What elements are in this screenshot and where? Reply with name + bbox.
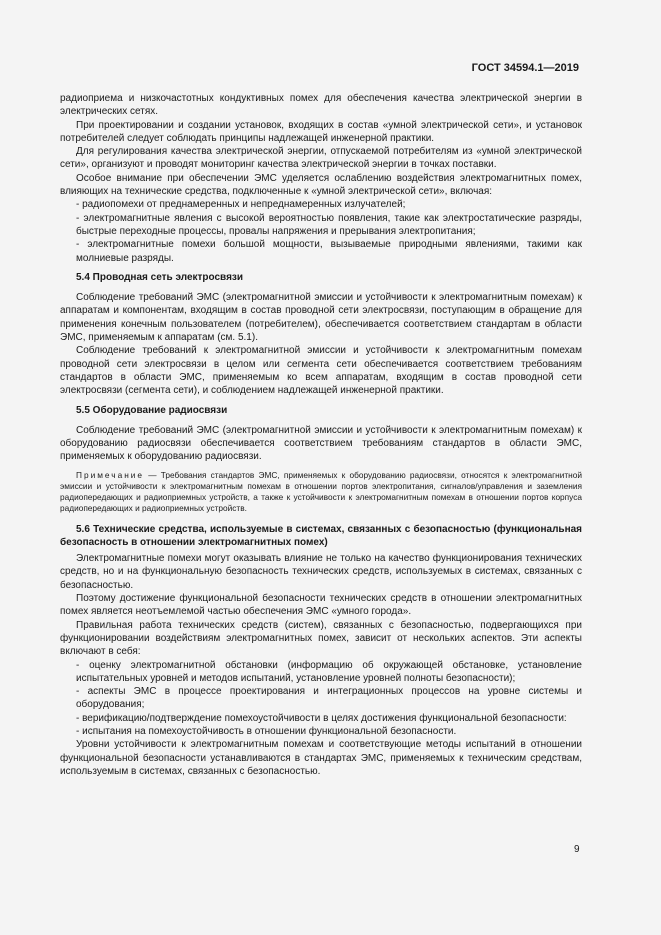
list-item: - аспекты ЭМС в процессе проектирования и интеграционных процессов на уровне системы и оборудования; bbox=[76, 686, 582, 711]
paragraph: Для регулирования качества электрической энергии, отпускаемой потребителям из «умной электрической сети», организуют и проводят мониторинг качества электрической энергии в точках поставки. bbox=[60, 146, 582, 171]
note-label: Примечание bbox=[76, 469, 145, 480]
section-heading: 5.5 Оборудование радиосвязи bbox=[76, 404, 228, 416]
paragraph: Особое внимание при обеспечении ЭМС уделяется ослаблению воздействия электромагнитных помех, влияющих на технические средства, подключенные к «умной электрической сети», включая: bbox=[60, 172, 582, 198]
list-item: - испытания на помехоустойчивость в отношении функциональной безопасности. bbox=[76, 725, 457, 737]
section-heading: 5.4 Проводная сеть электросвязи bbox=[76, 271, 244, 283]
paragraph: Поэтому достижение функциональной безопасности технических средств в отношении электромагнитных помех является неотъемлемой частью обеспечения ЭМС «умного города». bbox=[60, 593, 582, 618]
paragraph: Соблюдение требований к электромагнитной эмиссии и устойчивости к электромагнитным помехам проводной сети электросвязи в целом или сегмента сети обеспечивается соответствием требованиям стандартов в области ЭМС, применяемым ко всем аппаратам, входящим в состав проводной сети электросвязи (сегмента сети), и соблюдением надлежащей инженерной практики. bbox=[60, 345, 582, 397]
list-item: - оценку электромагнитной обстановки (информацию об окружающей обстановке, установление испытательных уровней и методов испытаний, установление уровней полноты безопасности); bbox=[76, 659, 582, 684]
paragraph: Соблюдение требований ЭМС (электромагнитной эмиссии и устойчивости к электромагнитным помехам) к оборудованию радиосвязи обеспечивается соответствием требованиям стандартов в области ЭМС, применяемых к оборудованию радиосвязи. bbox=[60, 424, 582, 463]
section-heading: 5.6 Технические средства, используемые в системах, связанных с безопасностью (функциональная безопасность в отношении электромагнитных помех) bbox=[60, 523, 582, 548]
list-item: - верификацию/подтверждение помехоустойчивости в целях достижения функциональной безопасности: bbox=[76, 712, 567, 724]
note-text: — Требования стандартов ЭМС, применяемых к оборудованию радиосвязи, относятся к электромагнитной эмиссии и устойчивости к электромагнитным помехам в отношении портов электропитания, сигналов/управления и заземления радиопередающих и радиоприемных устройств, а также к устойчивости к электромагнитным помехам в отношении портов корпуса радиопередающих и радиоприемных устройств. bbox=[60, 469, 582, 514]
paragraph: При проектировании и создании установок, входящих в состав «умной электрической сети», и установок потребителей следует соблюдать принципы надлежащей инженерной практики. bbox=[60, 119, 582, 144]
paragraph: Соблюдение требований ЭМС (электромагнитной эмиссии и устойчивости к электромагнитным помехам) к аппаратам и компонентам, входящим в состав проводной сети электросвязи, поступающим в обращение для применения конечным пользователем (потребителем), обеспечивается соответствием стандартам в области ЭМС, применяемым к аппаратам (см. 5.1). bbox=[60, 292, 582, 344]
paragraph: Правильная работа технических средств (систем), связанных с безопасностью, подвергающихся при функционировании воздействиям электромагнитных помех, зависит от нескольких аспектов. Эти аспекты включают в себя: bbox=[60, 619, 582, 658]
paragraph: Уровни устойчивости к электромагнитным помехам и соответствующие методы испытаний в отношении функциональной безопасности устанавливаются в стандартах ЭМС, применяемых к техническим средствам, используемым в системах, связанных с безопасностью. bbox=[60, 739, 582, 777]
list-item: - электромагнитные явления с высокой вероятностью появления, такие как электростатические разряды, быстрые переходные процессы, провалы напряжения и прерывания электропитания; bbox=[76, 212, 582, 237]
list-item: - электромагнитные помехи большой мощности, вызываемые природными явлениями, такими как молниевые разряды. bbox=[76, 239, 582, 264]
paragraph: Электромагнитные помехи могут оказывать влияние не только на качество функционирования технических средств, но и на функциональную безопасность технических средств, используемых в системах, связанных с безопасностью. bbox=[60, 553, 582, 591]
note bbox=[60, 470, 582, 515]
list-item: - радиопомехи от преднамеренных и непреднамеренных излучателей; bbox=[76, 199, 406, 211]
standard-designation: ГОСТ 34594.1—2019 bbox=[471, 62, 579, 74]
paragraph: радиоприема и низкочастотных кондуктивных помех для обеспечения качества электрической энергии в электрических сетях. bbox=[60, 93, 582, 118]
page-number: 9 bbox=[574, 844, 580, 855]
page-body bbox=[60, 92, 582, 778]
